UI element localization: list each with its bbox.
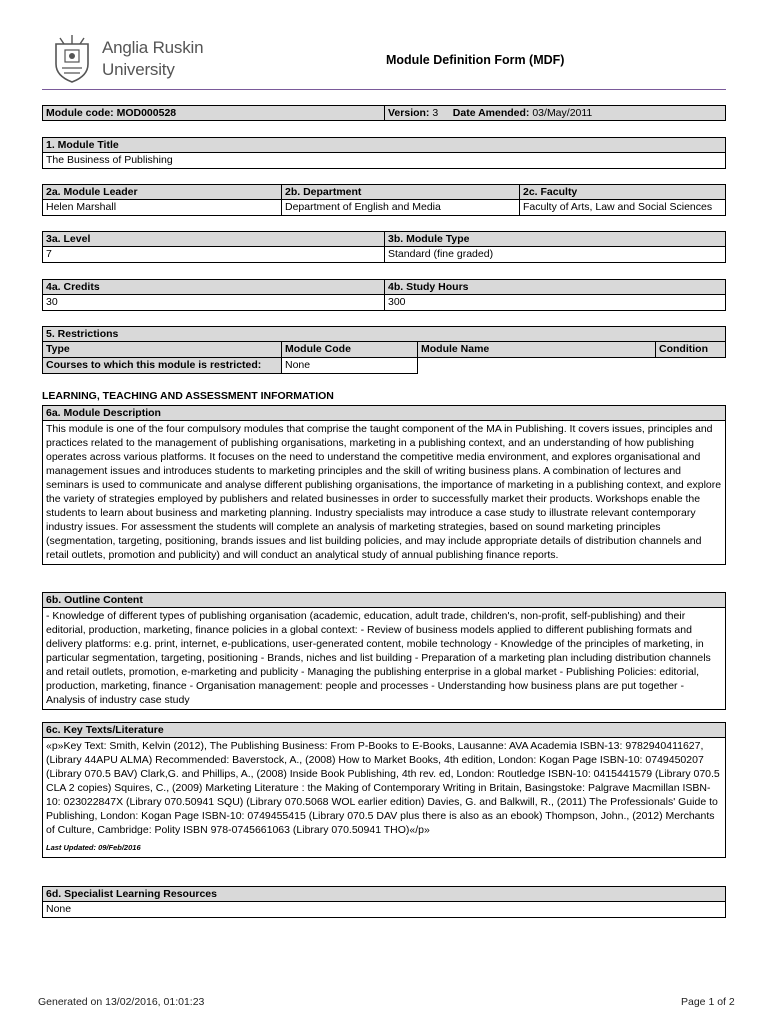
restrictions-row-label: Courses to which this module is restricted: xyxy=(42,358,282,374)
header-divider xyxy=(42,89,726,90)
credits-table xyxy=(42,279,726,311)
study-hours-heading: 4b. Study Hours xyxy=(385,279,726,295)
key-texts-table xyxy=(42,722,726,858)
crest-icon xyxy=(50,34,94,84)
level-value: 7 xyxy=(42,247,385,263)
study-hours-value: 300 xyxy=(385,295,726,311)
learning-resources-table xyxy=(42,886,726,918)
page-number: Page 1 of 2 xyxy=(681,996,735,1008)
key-texts-body: «p»Key Text: Smith, Kelvin (2012), The Publishing Business: From P-Books to E-Books, Lausanne: AVA Academia ISBN-13: 9782940411627, (Library 44APU ALMA) Recommended: Baverstock, A., (2008) How to Market Books, 4th edition, London: Kogan Page ISBN-10: 0749450207 (Library 070.5 BAV) Clark,G. and Phillips, A., (2008) Inside Book Publishing, 4th rev. ed, London: Routledge ISBN-10: 0415441579 (Library 070.5 CLA 2 copies) Squires, C., (2009) Marketing Literature : the Making of Contemporary Writing in Britain, Basingstoke: Palgrave Macmillan ISBN-10: 023022847X (Library 070.50941 SQU) (Library 070.5068 WOL earlier edition) Davies, G. and Balkwill, R., (2011) The Professionals' Guide to Publishing, London: Kogan Page ISBN-10: 0749455415 (Library 070.5 DAV plus there is also as an ebook) Thompson, John., (2012) Merchants of Culture, Cambridge: Polity ISBN 978-0745661063 (Library 070.50941 THO)«/p» xyxy=(46,740,720,836)
module-leader-heading: 2a. Module Leader xyxy=(42,184,282,200)
learning-resources-value: None xyxy=(42,902,726,918)
module-title-table xyxy=(42,137,726,169)
credits-value: 30 xyxy=(42,295,385,311)
university-logo xyxy=(50,34,210,84)
date-amended-label: Date Amended: xyxy=(452,107,530,119)
faculty-heading: 2c. Faculty xyxy=(520,184,726,200)
key-texts-heading: 6c. Key Texts/Literature xyxy=(42,722,726,738)
date-amended-value: 03/May/2011 xyxy=(532,107,593,119)
module-type-heading: 3b. Module Type xyxy=(385,231,726,247)
learning-resources-heading: 6d. Specialist Learning Resources xyxy=(42,886,726,902)
version-value: 3 xyxy=(432,107,439,119)
document-title: Module Definition Form (MDF) xyxy=(386,53,565,67)
credits-heading: 4a. Credits xyxy=(42,279,385,295)
version-label: Version: xyxy=(388,107,430,119)
restrictions-row-code: None xyxy=(282,358,418,374)
department-heading: 2b. Department xyxy=(282,184,520,200)
module-title-heading: 1. Module Title xyxy=(42,137,726,153)
outline-content-heading: 6b. Outline Content xyxy=(42,592,726,608)
level-table xyxy=(42,231,726,263)
key-texts-container xyxy=(42,738,726,858)
restrictions-table xyxy=(42,326,726,374)
module-code-table xyxy=(42,105,726,121)
restrictions-col-condition: Condition xyxy=(656,342,726,358)
module-title-value: The Business of Publishing xyxy=(42,153,726,169)
outline-content-table xyxy=(42,592,726,710)
module-description-body: This module is one of the four compulsory modules that comprise the taught component of the MA in Publishing. It covers issues, principles and practices related to the management of publishing organisations, marketing in a publishing context, and an understanding of how publishing operates across various platforms. It focuses on the need to understand the competitive media environment, and explores organisational and management issues and introduces students to marketing principles and the skill of writing business plans. A combination of lectures and seminars is used to communicate and analyse different publishing organisations, the importance of marketing in a publishing context, and explore the variety of strategies employed by publishers and related businesses in order to successfully market their products. Workshops enable the students to learn about business and marketing planning. Industry specialists may introduce a case study to illustrate relevant contemporary industry issues. For assessment the students will complete an analysis of marketing strategies, based on sound marketing principles (segmentation, targeting, positioning, brands issues and list building policies, and may include appropriate details of distribution channels and retail outlets, promotion and publicity) and will conduct an analytical study of annual publishing finance reports. xyxy=(42,421,726,565)
department-value: Department of English and Media xyxy=(282,200,520,216)
version-date-cell xyxy=(385,105,726,121)
lta-heading: LEARNING, TEACHING AND ASSESSMENT INFORMATION xyxy=(42,390,334,402)
module-type-value: Standard (fine graded) xyxy=(385,247,726,263)
logo-text-line1: Anglia Ruskin xyxy=(102,38,204,57)
restrictions-col-name: Module Name xyxy=(418,342,656,358)
restrictions-heading: 5. Restrictions xyxy=(42,326,726,342)
last-updated: Last Updated: 09/Feb/2016 xyxy=(46,843,141,852)
faculty-value: Faculty of Arts, Law and Social Sciences xyxy=(520,200,726,216)
module-description-heading: 6a. Module Description xyxy=(42,405,726,421)
level-heading: 3a. Level xyxy=(42,231,385,247)
logo-text-line2: University xyxy=(102,60,175,79)
module-description-table xyxy=(42,405,726,565)
module-leader-value: Helen Marshall xyxy=(42,200,282,216)
restrictions-col-type: Type xyxy=(42,342,282,358)
module-code: Module code: MOD000528 xyxy=(42,105,385,121)
restrictions-col-code: Module Code xyxy=(282,342,418,358)
outline-content-body: - Knowledge of different types of publishing organisation (academic, education, adult trade, children's, non-profit, self-publishing) and their editorial, production, marketing, finance policies in a global context: - Review of business models applied to different publishing formats and delivery platforms: e.g. print, internet, e-publications, user-generated content, mobile technology - Knowledge of the principles of marketing, in particular segmentation, targeting, positioning - Brands, niches and list building - Preparation of a marketing plan including distribution channels and retail outlets, promotion, e-marketing and publicity - Managing the publishing enterprise in a global market - Publishing Policies: editorial, production, marketing, finance - Organisation management: people and processes - Understanding how business plans are put together - Analysis of industry case study xyxy=(42,608,726,710)
generated-timestamp: Generated on 13/02/2016, 01:01:23 xyxy=(38,996,205,1008)
leader-table xyxy=(42,184,726,216)
